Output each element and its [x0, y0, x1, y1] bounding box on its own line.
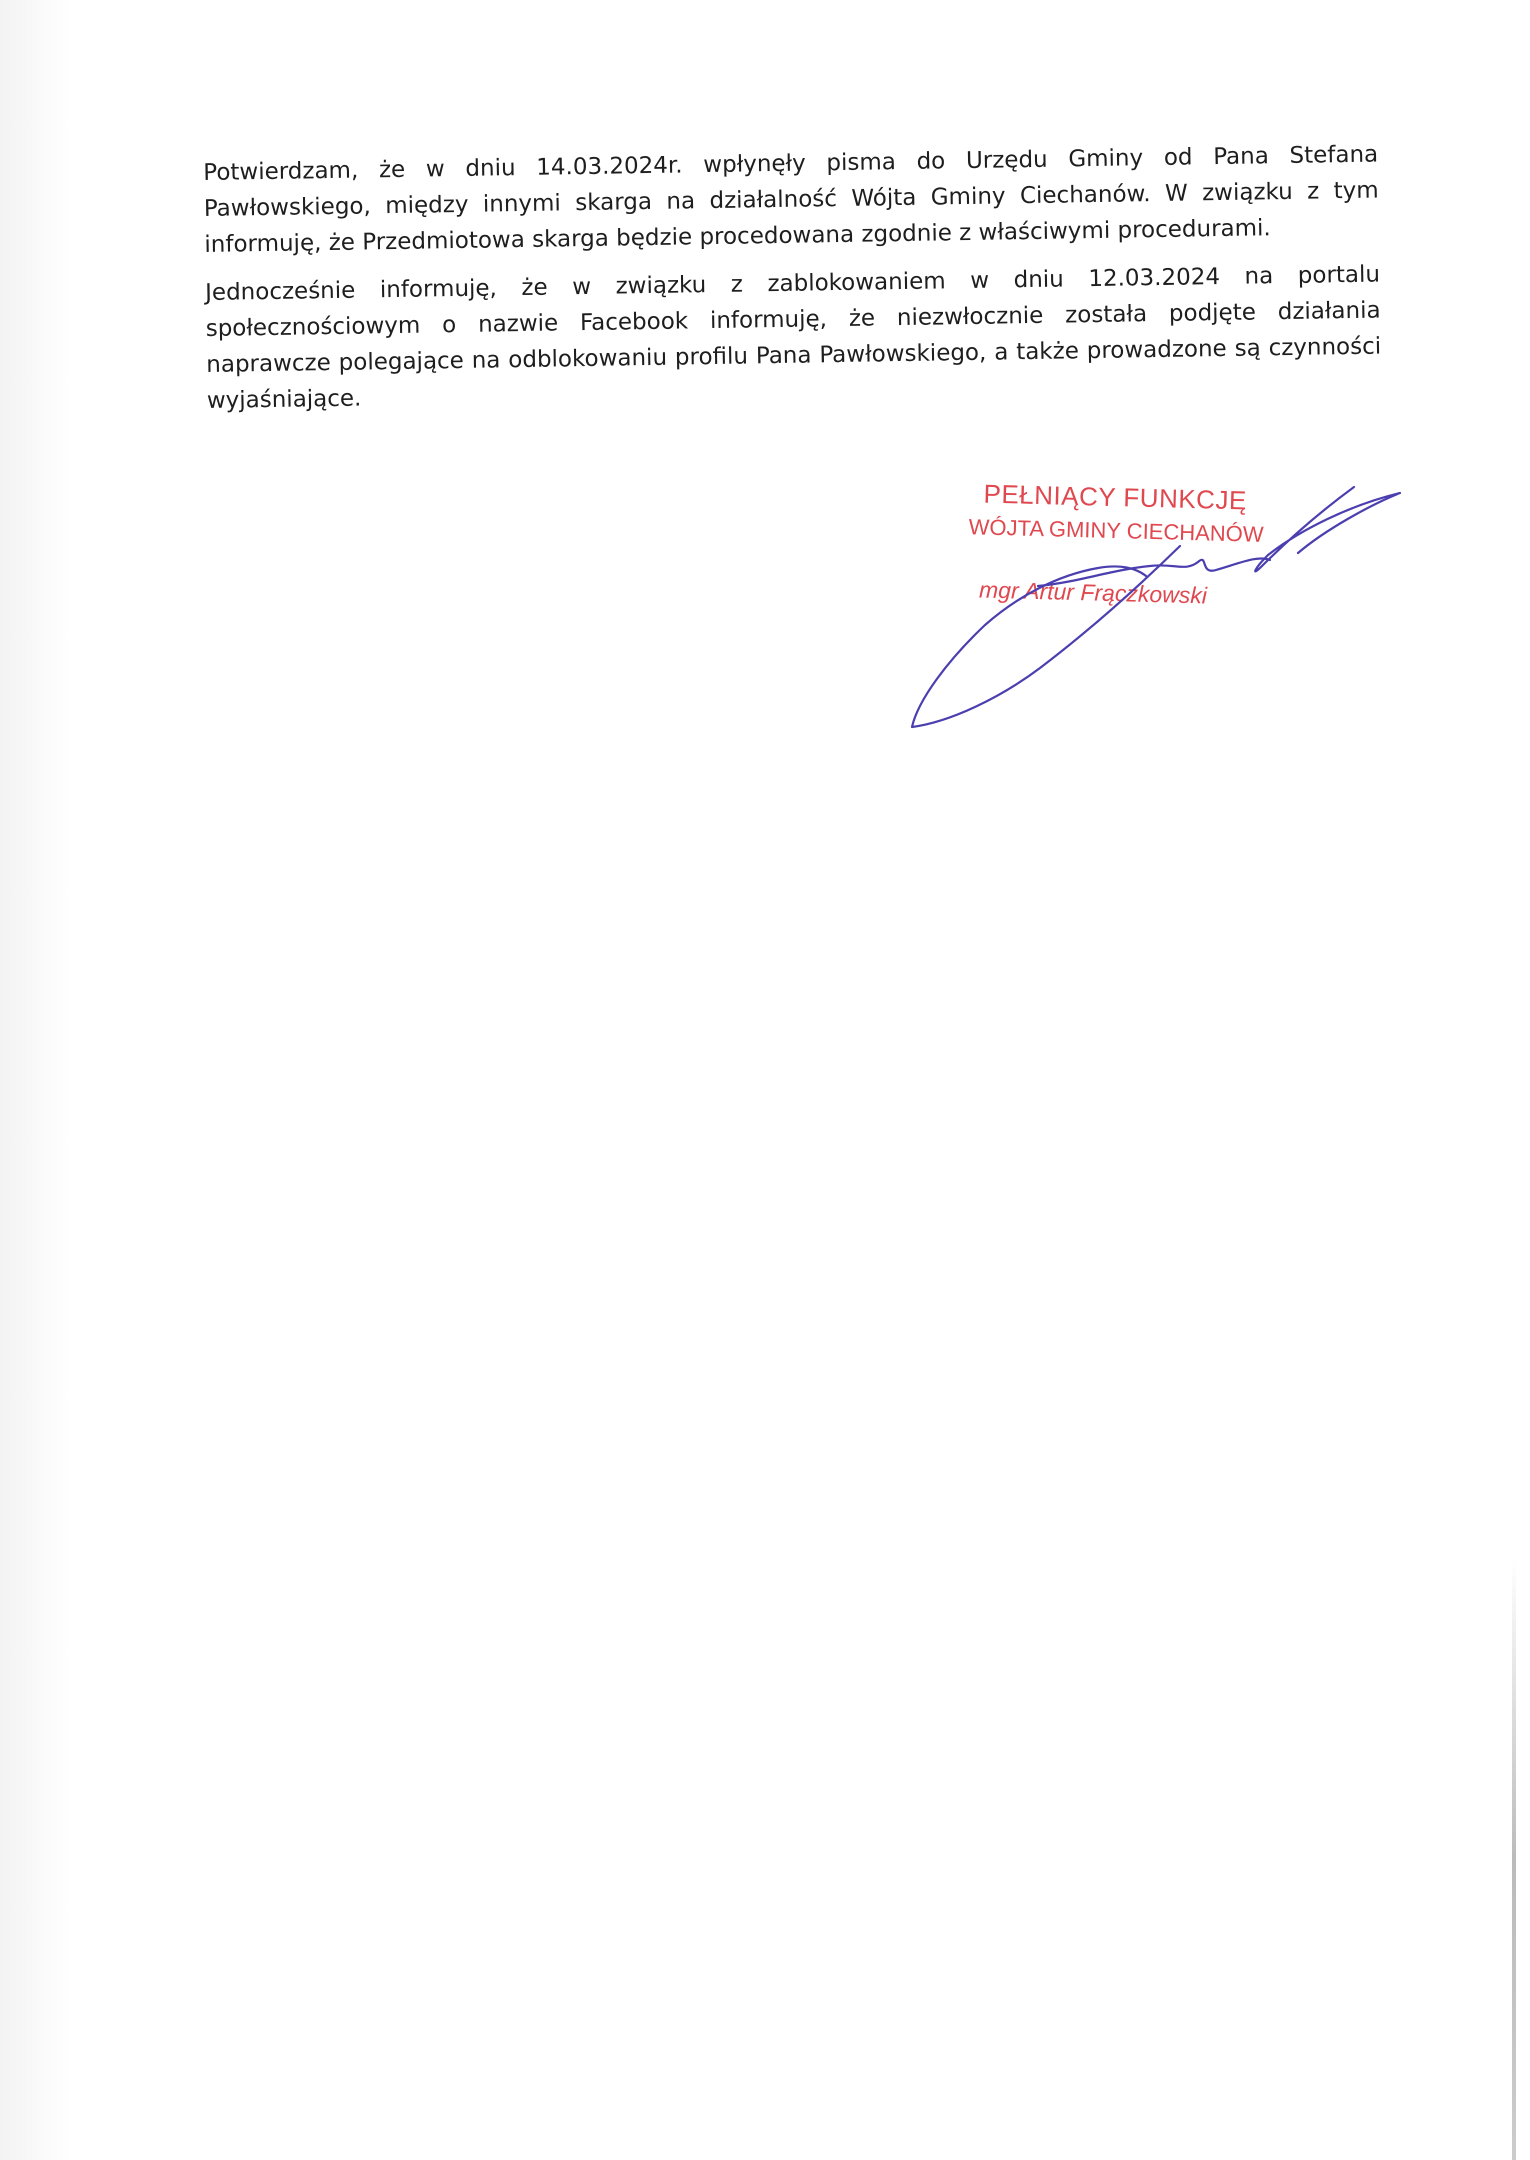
official-stamp [958, 478, 1292, 637]
stamp-office: WÓJTA GMINY CIECHANÓW [968, 514, 1264, 547]
scan-edge-line [1512, 1560, 1516, 2160]
stamp-title: PEŁNIĄCY FUNKCJĘ [983, 478, 1248, 516]
letter-body [203, 137, 1382, 431]
stamp-name: mgr Artur Frączkowski [978, 576, 1208, 609]
paragraph-confirmation: Potwierdzam, że w dniu 14.03.2024r. wpłynęły pisma do Urzędu Gminy od Pana Stefana Pawłowskiego, między innymi skarga na działalność Wójta Gminy Ciechanów. W związku z tym informuję, że Przedmiotowa skarga będzie procedowana zgodnie z właściwymi procedurami. [203, 141, 1379, 258]
scan-edge-shadow [0, 0, 70, 2160]
paragraph-facebook: Jednocześnie informuję, że w związku z zablokowaniem w dniu 12.03.2024 na portalu społecznościowym o nazwie Facebook informuję, że niezwłocznie została podjęte działania naprawcze polegające na odblokowaniu profilu Pana Pawłowskiego, a także prowadzone są czynności wyjaśniające. [204, 261, 1382, 414]
